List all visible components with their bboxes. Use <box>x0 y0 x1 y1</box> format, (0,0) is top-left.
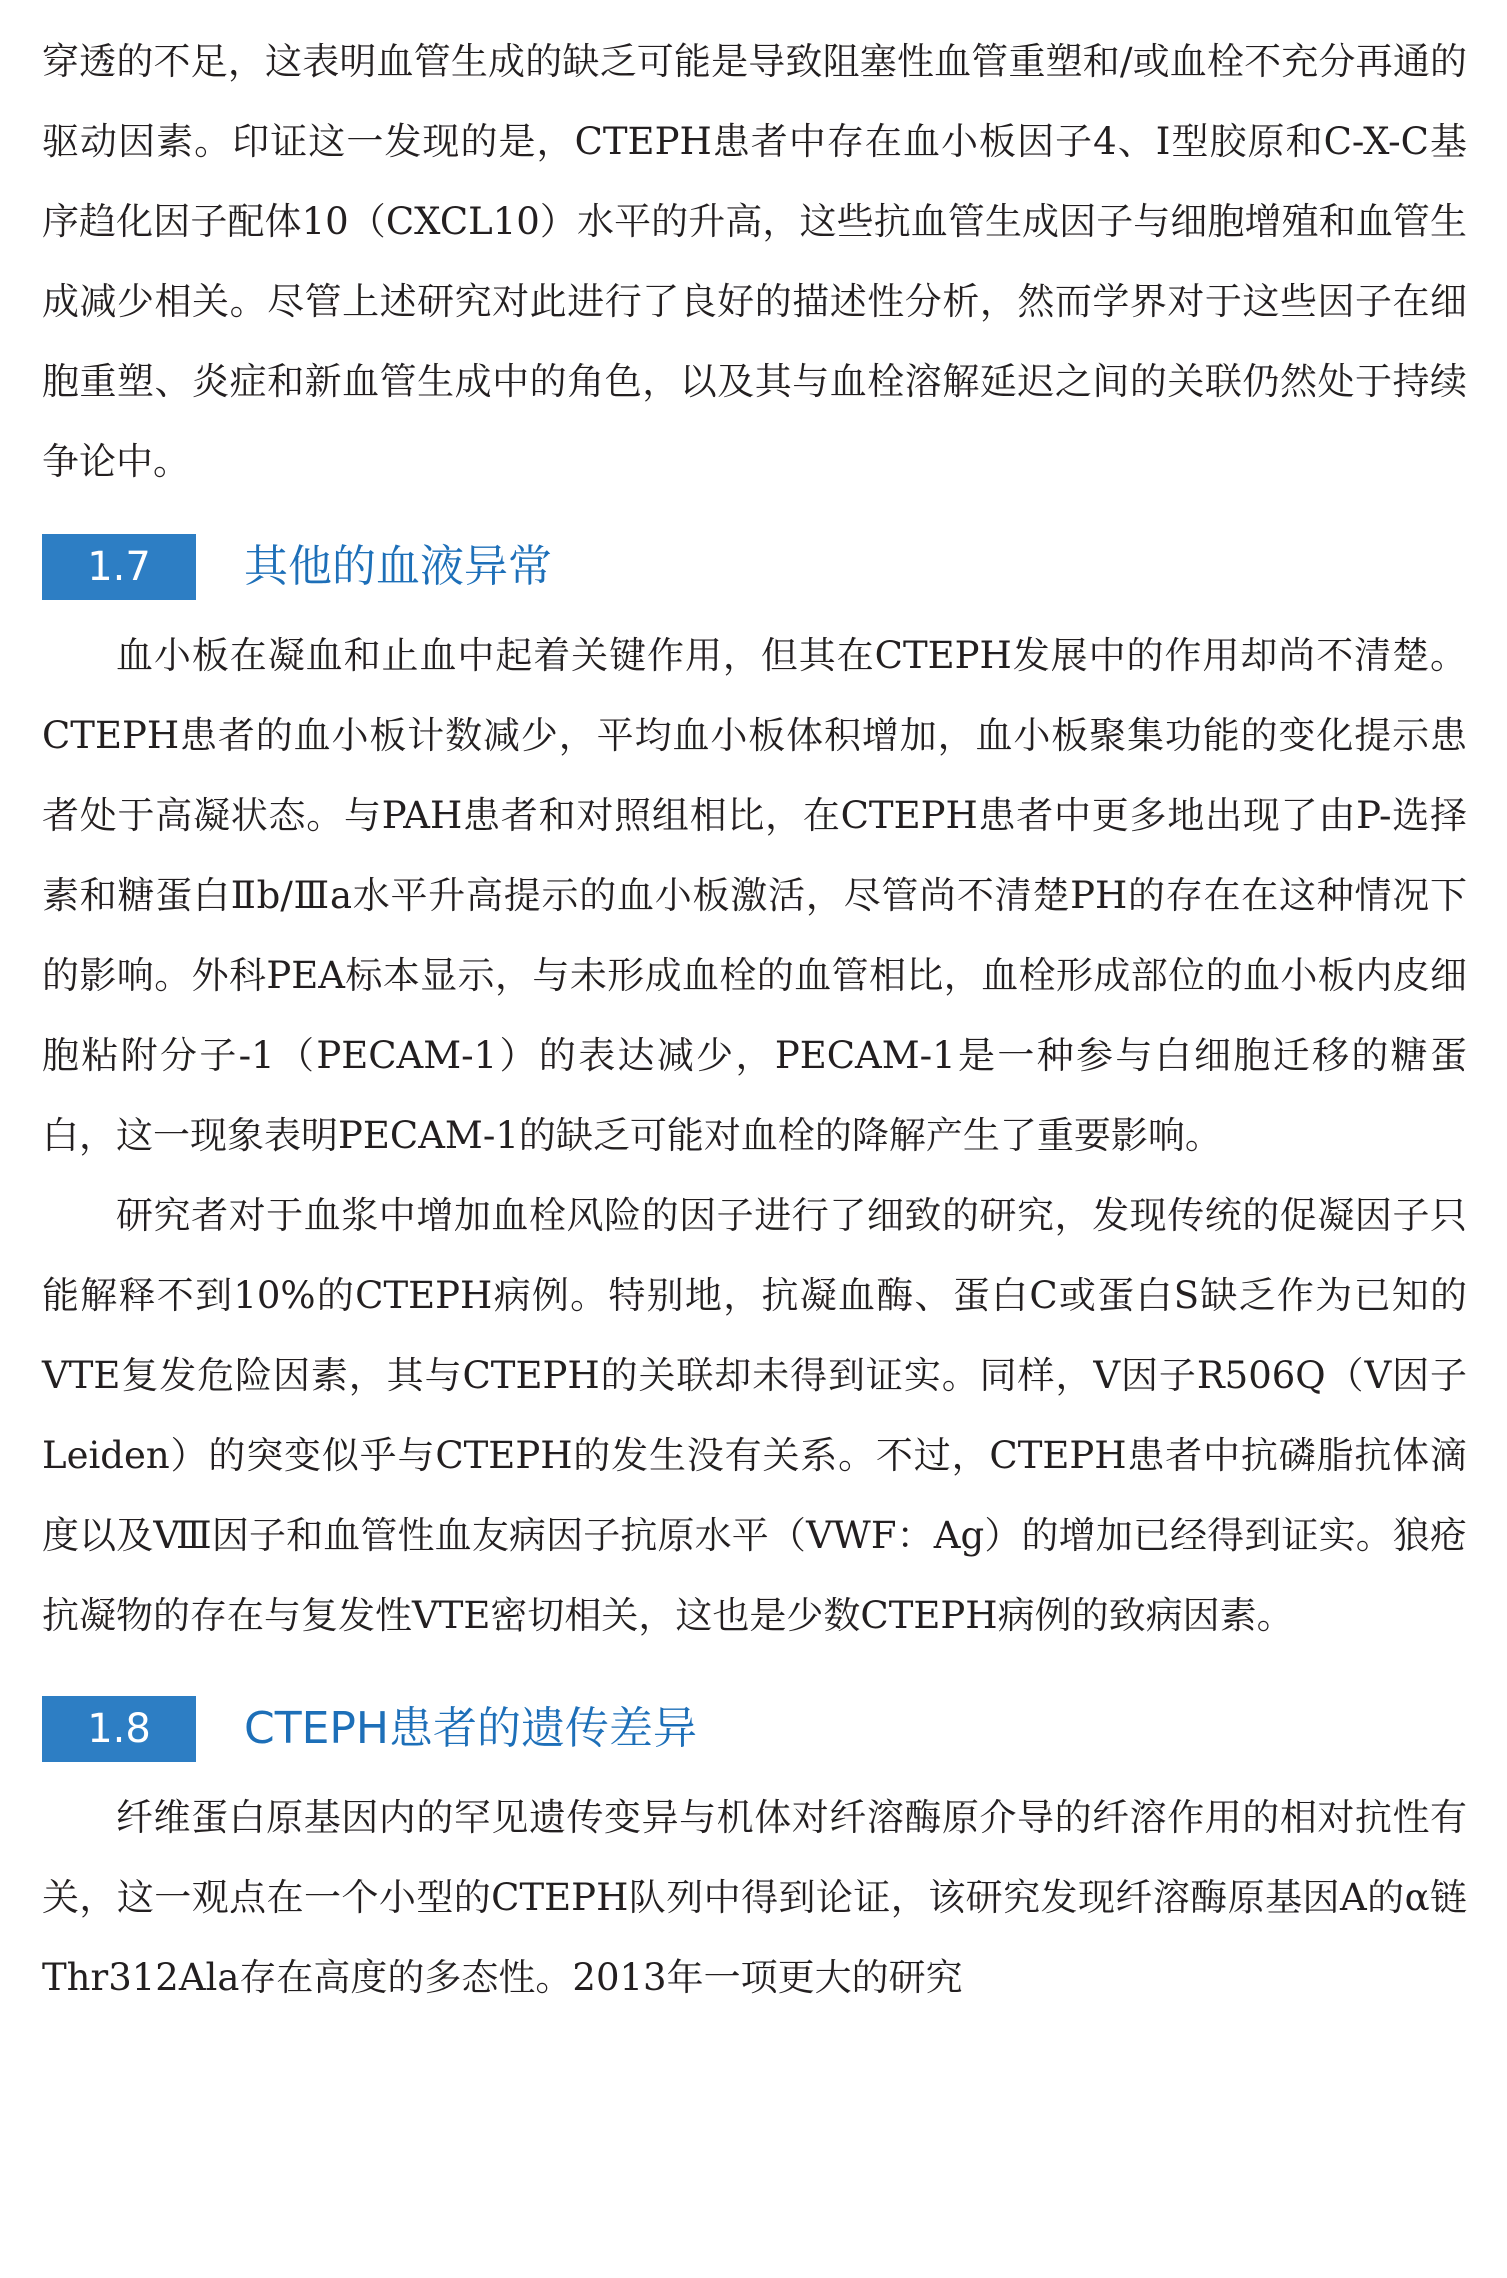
body-paragraph: 血小板在凝血和止血中起着关键作用，但其在CTEPH发展中的作用却尚不清楚。CTEPH患者的血小板计数减少，平均血小板体积增加，血小板聚集功能的变化提示患者处于高凝状态。与PAH患者和对照组相比，在CTEPH患者中更多地出现了由P-选择素和糖蛋白Ⅱb/Ⅲa水平升高提示的血小板激活，尽管尚不清楚PH的存在在这种情况下的影响。外科PEA标本显示，与未形成血栓的血管相比，血栓形成部位的血小板内皮细胞粘附分子-1（PECAM-1）的表达减少，PECAM-1是一种参与白细胞迁移的糖蛋白，这一现象表明PECAM-1的缺乏可能对血栓的降解产生了重要影响。 <box>42 634 1467 1157</box>
body-paragraph: 纤维蛋白原基因内的罕见遗传变异与机体对纤溶酶原介导的纤溶作用的相对抗性有关，这一观点在一个小型的CTEPH队列中得到论证，该研究发现纤溶酶原基因A的α链Thr312Ala存在高度的多态性。2013年一项更大的研究 <box>42 1796 1467 1999</box>
section-title: 其他的血液异常 <box>244 541 552 592</box>
body-paragraph: 研究者对于血浆中增加血栓风险的因子进行了细致的研究，发现传统的促凝因子只能解释不到10%的CTEPH病例。特别地，抗凝血酶、蛋白C或蛋白S缺乏作为已知的VTE复发危险因素，其与CTEPH的关联却未得到证实。同样，Ⅴ因子R506Q（Ⅴ因子Leiden）的突变似乎与CTEPH的发生没有关系。不过，CTEPH患者中抗磷脂抗体滴度以及Ⅷ因子和血管性血友病因子抗原水平（VWF：Ag）的增加已经得到证实。狼疮抗凝物的存在与复发性VTE密切相关，这也是少数CTEPH病例的致病因素。 <box>42 1194 1467 1637</box>
section-heading-1-8 <box>42 1696 1467 1762</box>
section-title: CTEPH患者的遗传差异 <box>244 1703 698 1754</box>
book-page <box>42 22 1467 2018</box>
section-heading-1-7 <box>42 534 1467 600</box>
body-paragraph: 穿透的不足，这表明血管生成的缺乏可能是导致阻塞性血管重塑和/或血栓不充分再通的驱动因素。印证这一发现的是，CTEPH患者中存在血小板因子4、Ⅰ型胶原和C-X-C基序趋化因子配体10（CXCL10）水平的升高，这些抗血管生成因子与细胞增殖和血管生成减少相关。尽管上述研究对此进行了良好的描述性分析，然而学界对于这些因子在细胞重塑、炎症和新血管生成中的角色，以及其与血栓溶解延迟之间的关联仍然处于持续争论中。 <box>42 40 1467 483</box>
section-number-badge: 1.7 <box>42 534 196 600</box>
section-number-badge: 1.8 <box>42 1696 196 1762</box>
